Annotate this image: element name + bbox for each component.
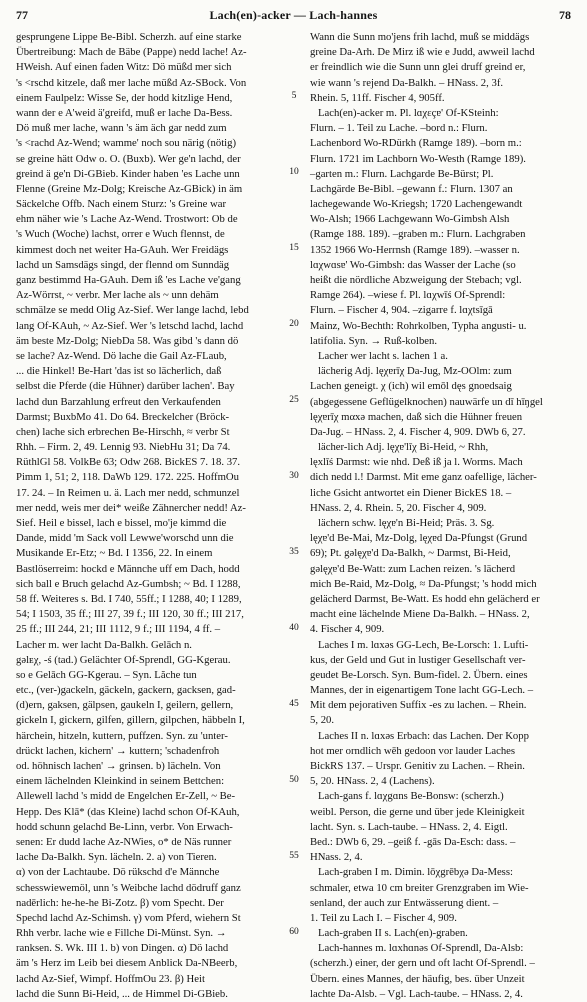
text-line: kus, der Geld und Gut in lustiger Gesellschaft ver- <box>310 653 526 666</box>
text-line: Spechd lachd Az-Schimsh. γ) vom Pferd, wiehern St <box>16 911 241 924</box>
text-line: Rhh. – Firm. 2, 49. Lennig 93. NiebHu 31; Da 74. <box>16 441 231 454</box>
text-line: lächern schw. lęχɐ'n Bi-Heid; Präs. 3. Sg. <box>318 517 495 529</box>
text-line: Sief. Heil e bissel, lach e bissel, mo'je kimmd die <box>16 517 227 529</box>
text-line: 54; I 1503, 35 ff.; III 27, 39 f.; III 120, 30 ff.; III 217, <box>16 608 244 621</box>
text-line: lęχɐrīχ mαxə machen, daß sich die Hühner freuen <box>310 410 523 423</box>
text-line: lacht. Syn. s. Lach-taube. – HNass. 2, 4. Eigtl. <box>310 820 508 833</box>
text-line: wie wann 's rejend Da-Balkh. – HNass. 2, 3f. <box>310 76 504 89</box>
text-line: schmälze se medd Olig Az-Sief. Wer lange lachd, lebd <box>16 304 249 317</box>
text-line: Übertreibung: Mach de Bäbe (Pappe) nedd lache! Az- <box>16 46 247 59</box>
text-line: ranksen. S. Wk. III 1. b) von Dingen. α) Dö lachd <box>16 942 229 955</box>
text-line: hot mer orndlich wēh gedoon vor lauder Laches <box>310 744 516 757</box>
text-line: greine Da-Arh. De Mirz iß wie e Judd, awweil lachd <box>310 46 535 59</box>
text-line: gelächerd Darmst, Be-Watt. Es hodd ehn gelächerd er <box>310 592 540 605</box>
text-line: latifolia. Syn. → Ruß-kolben. <box>310 334 438 347</box>
text-line: Az-Wörrst, ~ verbr. Mer lache als ~ unn dehäm <box>16 289 219 302</box>
text-line: 58 ff. Weiteres s. Bd. I 740, 55ff.; I 1288, 40; I 1289, <box>16 592 242 605</box>
text-line: Bed.: DWb 6, 29. –geiß f. -gās Da-Esch: dass. – <box>310 835 516 848</box>
text-line: lang Of-KAuh, ~ Az-Sief. Wer 's letschd lachd, lachd <box>16 319 244 332</box>
text-line: hodd schunn gelachd Be-Linn, verbr. Von Erwach- <box>16 820 233 833</box>
page-number-right: 78 <box>559 8 571 22</box>
text-line: Pimm 1, 51; 2, 118. DaWb 129. 172. 225. HoffmOu <box>16 471 239 484</box>
text-line: kimmest doch net weiter Ha-GAuh. Wer Freidägs <box>16 243 229 256</box>
text-line: HNass. 2, 4. Rhein. 5, 20. Fischer 4, 909. <box>310 501 487 514</box>
text-line: Lach-gans f. lɑχgɑns Be-Bonsw: (scherzh.) <box>318 790 504 803</box>
text-line: Wann die Sunn mo'jens frih lachd, muß se middägs <box>310 31 530 43</box>
text-line: Dande, midd 'm Sack voll Lewwe'worschd unn die <box>16 532 234 545</box>
text-line: senen: Er dudd lache Az-NWies, o* de Näs runner <box>16 835 232 848</box>
text-line: chen) lache sich erbrechen Be-Hirschh, ≈ verbr St <box>16 425 230 438</box>
text-line: lęxlīś Darmst: wie nhd. Deß iß ja l. Worms. Mach <box>310 456 523 469</box>
text-line: α) von der Lachtaube. Dö rükschd d'e Männche <box>16 866 220 879</box>
text-line: gickeln I, gickern, gilfen, gillern, gilpchen, häbbeln I, <box>16 714 245 727</box>
text-line: einem lächelnden Kleinkind in seinem Bettchen: <box>16 775 225 788</box>
line-number: 25 <box>289 394 299 405</box>
text-line: liche Gsicht antwortet ein Diener BickES 18. – <box>310 486 512 499</box>
text-line: Da-Jug. – HNass. 2, 4. Fischer 4, 909. DWb 6, 27. <box>310 425 526 438</box>
text-line: Flurn. – 1. Teil zu Lache. –bord n.: Flurn. <box>310 122 488 135</box>
text-line: (scherzh.) einer, der gern und oft lacht Of-Sprendl. – <box>310 957 535 970</box>
line-number: 50 <box>289 774 299 785</box>
text-line: lachd dun Barzahlung erfreut den Verkaufenden <box>16 395 221 408</box>
text-line: HWeish. Auf einen faden Witz: Dö müßd mer sich <box>16 61 232 74</box>
line-number: 20 <box>289 318 299 329</box>
text-line: Mit dem pejorativen Suffix -es zu lachen. – Rhein. <box>310 699 527 712</box>
text-line: etc., (ver-)gackeln, gäckeln, gackern, gacksen, gad- <box>16 684 236 697</box>
text-line: er freindlich wie die Sunn unn glei druff greind er, <box>310 61 526 74</box>
text-line: lachd die Sunn Bi-Heid, ... de Himmel Di-GBieb. <box>16 987 228 1000</box>
text-line: ehm näher wie 's Lache Az-Wend. Trostwort: Ob de <box>16 213 238 226</box>
text-line: härchein, hitzeln, kuttern, puffzen. Syn. zu 'unter- <box>16 729 228 742</box>
running-title: Lach(en)-acker — Lach-hannes <box>209 8 378 22</box>
line-number: 40 <box>289 622 299 633</box>
text-line: Musikande Er-Etz; ~ Bd. I 1356, 22. In einem <box>16 547 213 560</box>
text-line: Wo-Alsh; 1966 Lachgewann Wo-Gimbsh Alsh <box>310 213 510 226</box>
left-column <box>16 30 278 1000</box>
text-line: gəlęχɐ'd Be-Watt: zum Lachen reizen. 's lächerd <box>310 562 516 575</box>
text-line: 5, 20. HNass. 2, 4 (Lachens). <box>310 775 435 788</box>
text-line: ... die Hinkel! Be-Hart 'das ist so lächerlich, daß <box>16 365 222 378</box>
text-line: so e Gelāch GG-Kgerau. – Syn. Lăche tun <box>16 668 197 681</box>
text-line: RüthlGl 58. VolkBe 63; Odw 268. BickES 7. 18. 37. <box>16 456 241 469</box>
text-line: HNass. 2, 4. <box>310 851 363 864</box>
text-line: Rhein. 5, 11ff. Fischer 4, 905ff. <box>310 91 445 104</box>
text-line: schmaler, etwa 10 cm breiter Grenzgraben im Wie- <box>310 881 529 894</box>
text-line: mich Be-Raid, Mz-Dolg, ≈ Da-Pfungst; 's hodd mich <box>310 577 537 590</box>
text-line: lächerig Adj. lęχɐrīχ Da-Jug, Mz-OOlm: zum <box>318 365 512 378</box>
text-line: 's Wuch (Woche) lachst, orrer e Wuch flennst, de <box>16 228 225 241</box>
text-line: se greine hätt Odw o. O. (Buxb). Wer ge'n lachd, der <box>16 152 241 165</box>
line-number: 30 <box>289 470 299 481</box>
text-line: sich ball e Bruch gelachd Az-Gumbsh; ~ Bd. I 1288, <box>16 577 241 590</box>
text-line: lachte Da-Alsb. – Vgl. Lach-taube. – HNass. 2, 4. <box>310 987 523 1000</box>
text-line: äm 's Herz im Leib bei diesem Anblick Da-NBeerb, <box>16 957 238 970</box>
text-line: Ramge 264). –wiese f. Pl. lɑχwīś Of-Sprendl: <box>310 289 506 302</box>
text-line: Lach-hannes m. lɑxhɑnəs Of-Sprendl, Da-Alsb: <box>318 942 524 955</box>
text-line: 5, 20. <box>310 714 335 727</box>
text-line: senland, der auch zur Entwässerung dient. – <box>310 896 499 909</box>
text-line: Lachenbord Wo-RDürkh (Ramge 189). –born m.: <box>310 137 522 150</box>
text-line: gesprungene Lippe Be-Bibl. Scherzh. auf eine starke <box>16 31 242 43</box>
text-line: Darmst; BuxbMo 41. Do 64. Breckelcher (Bröck- <box>16 410 230 423</box>
text-line: drückt lachen, kichern' → kuttern; 'schadenfroh <box>16 744 220 757</box>
text-line: (d)ern, gaksen, gälpsen, gaukeln I, geilern, gellern, <box>16 699 234 712</box>
text-line: (abgegessene Geflügelknochen) nauwärfe un dī hīŋgel <box>310 395 543 408</box>
text-line: selbst die Pferde (die Hühner) darüber lachen'. Bay <box>16 380 235 393</box>
text-line: äm beste Mz-Dolg; NiebDa 58. Was gibd 's dann dö <box>16 334 239 347</box>
text-line: Lacher wer lacht s. lachen 1 a. <box>318 349 448 362</box>
text-line: 17. 24. – In Reimen u. ä. Lach mer nedd, schmunzel <box>16 486 240 499</box>
line-number: 60 <box>289 926 299 937</box>
text-line: Allewell lachd 's midd de Engelchen Er-Zell, ~ Be- <box>16 790 236 803</box>
text-line: wann der e A'weid ä'greifd, muß er lache Da-Bess. <box>16 106 233 119</box>
text-line: lęχɐ'd Be-Mai, Mz-Dolg, lęχɐd Da-Pfungst (Grund <box>310 532 528 545</box>
text-line: Bastlöserreim: hockd e Männche uff em Dach, hodd <box>16 562 240 575</box>
text-line: 25 ff.; III 244, 21; III 1112, 9 f.; III 1194, 4 ff. – <box>16 623 221 636</box>
text-line: heißt die nördliche Abzweigung der Stebach; vgl. <box>310 274 522 286</box>
text-line: Lacher m. wer lacht Da-Balkh. Gelāch n. <box>16 638 192 651</box>
text-line: Mannes, der in eigenartigem Tone lacht GG-Lech. – <box>310 684 534 697</box>
text-line: dich nedd l.! Darmst. Mit eme ganz oafellige, lächer- <box>310 471 537 484</box>
line-number: 45 <box>289 698 299 709</box>
text-line: 1352 1966 Wo-Herrnsh (Ramge 189). –wasser n. <box>310 243 520 256</box>
text-line: Flurn. 1721 im Lachborn Wo-Westh (Ramge 189). <box>310 152 526 165</box>
text-line: nadērlich: he-he-he Bi-Zotz. β) vom Specht. Der <box>16 896 224 909</box>
text-line: Flurn. – Fischer 4, 904. –zigarre f. lɑχtsīgā <box>310 304 493 317</box>
text-line: od. höhnisch lachen' → grinsen. b) lächeln. Von <box>16 760 221 772</box>
text-line: lachegewande Wo-Kriegsh; 1720 Lachengewandt <box>310 198 523 211</box>
text-line: –garten m.: Flurn. Lachgarde Be-Bürst; Pl. <box>310 167 494 180</box>
line-number: 35 <box>289 546 299 557</box>
text-line: Flenne (Greine Mz-Dolg; Kreische Az-GBick) in äm <box>16 182 243 195</box>
text-line: gəlᴇχ, -ś (tad.) Gelächter Of-Sprendl, GG-Kgerau. <box>16 653 231 666</box>
text-line: lächer-lich Adj. lęχɐ'līχ Bi-Heid, ~ Rhh, <box>318 441 489 454</box>
running-header <box>16 8 571 26</box>
text-line: 's ˂rachd Az-Wend; wamme' noch sou närig (nötig) <box>16 137 237 150</box>
text-line: mer nedd, weis mer dei* weiße Zähnercher nedd! Az- <box>16 501 246 514</box>
text-line: greind ä ge'n Di-GBieb. Kinder haben 'es Lache unn <box>16 167 240 180</box>
text-line: 69); Pt. gəlęχɐ'd Da-Balkh, ~ Darmst, Bi-Heid, <box>310 547 511 560</box>
text-line: Laches II n. lɑxəs Erbach: das Lachen. Der Kopp <box>318 729 529 742</box>
text-line: 4. Fischer 4, 909. <box>310 623 385 636</box>
line-number: 10 <box>289 166 299 177</box>
text-line: einem Faulpelz: Wisse Se, der hodd kitzlige Hend, <box>16 91 233 104</box>
text-line: Lach-graben I m. Dimin. lōχgrēbχə Da-Mess: <box>318 866 513 879</box>
text-line: ganz bestimmd Ha-GAuh. Dem iß 'es Lache ve'gang <box>16 274 241 286</box>
line-number: 5 <box>291 90 297 101</box>
text-line: 's ˂rschd kitzele, daß mer lache müßd Az-SBock. Von <box>16 76 247 89</box>
text-line: lɑχwɑsɐ' Wo-Gimbsh: das Wasser der Lache (so <box>310 258 516 271</box>
text-line: lache Da-Balkh. Syn. lächeln. 2. a) von Tieren. <box>16 851 217 864</box>
text-line: Laches I m. lɑxəs GG-Lech, Be-Lorsch: 1. Lufti- <box>318 638 529 651</box>
text-line: Mainz, Wo-Bechth: Rohrkolben, Typha angusti- u. <box>310 319 527 332</box>
text-line: Lach(en)-acker m. Pl. lɑχɛçɐ' Of-KSteinh: <box>318 106 499 119</box>
right-column <box>310 30 572 1000</box>
page-number-left: 77 <box>16 8 28 22</box>
line-number-gutter <box>282 30 306 937</box>
text-line: se lache? Az-Wend. Dö lache die Gail Az-FLaub, <box>16 349 227 362</box>
text-line: Säckelche Offb. Nach einem Sturz: 's Greine war <box>16 198 227 211</box>
text-line: macht eine lächelnde Miene Da-Balkh. – HNass. 2, <box>310 608 530 621</box>
text-line: BickRS 137. – Urspr. Genitiv zu Lachen. – Rhein. <box>310 760 525 772</box>
text-line: Hepp. Des Klā* (das Kleine) lachd schon Of-KAuh, <box>16 805 240 818</box>
text-line: lachd un Samsdägs singd, der flennd om Sunndäg <box>16 258 230 271</box>
text-line: (Ramge 188. 189). –graben m.: Flurn. Lachgraben <box>310 228 526 241</box>
text-line: 1. Teil zu Lach I. – Fischer 4, 909. <box>310 911 457 924</box>
text-line: Übern. eines Mannes, der häufig, bes. über Unzeit <box>310 972 525 985</box>
text-line: geudet Be-Lorsch. Syn. Bum-fidel. 2. Übern. eines <box>310 668 528 681</box>
text-line: Rhh verbr. lache wie e Fillche Di-Münst. Syn. → <box>16 927 227 940</box>
line-number: 15 <box>289 242 299 253</box>
text-line: Dö muß mer lache, wann 's äm äch gar nedd zum <box>16 122 227 135</box>
text-line: Lach-graben II s. Lach(en)-graben. <box>318 927 468 940</box>
text-line: lachd Az-Sief, Wimpf. HoffmOu 23. β) Heit <box>16 972 205 985</box>
text-line: Lachen geneigt. χ (ich) wil emōl dęs gnoɐdsaig <box>310 380 512 393</box>
line-number: 55 <box>289 850 299 861</box>
text-line: schesswiewemöl, unn 's Weibche lachd dödruff ganz <box>16 881 241 894</box>
text-line: Lachgärde Be-Bibl. –gewann f.: Flurn. 1307 an <box>310 182 513 195</box>
text-line: weibl. Person, die gerne und über jede Kleinigkeit <box>310 805 525 818</box>
